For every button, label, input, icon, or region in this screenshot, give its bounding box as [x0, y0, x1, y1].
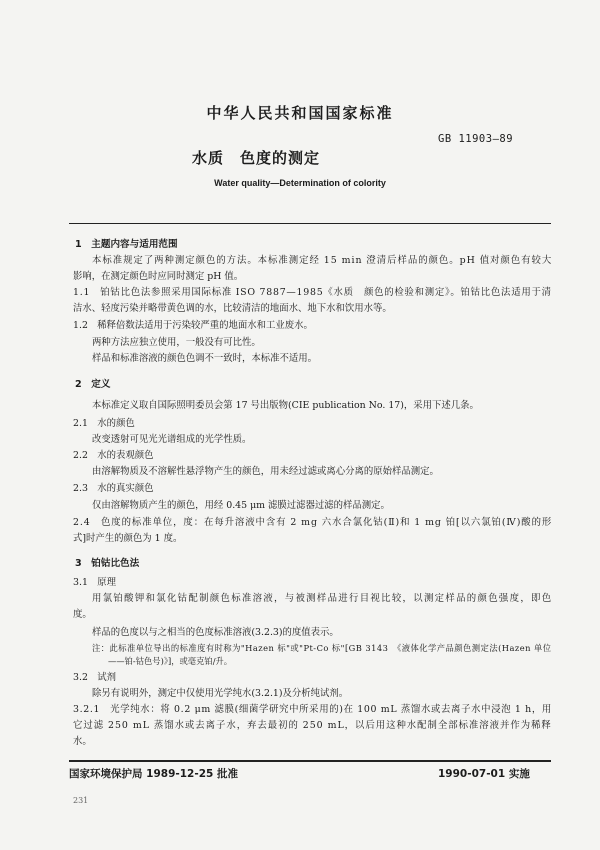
- text-line-s3-1-a: 用氯铂酸钾和氯化钴配制颜色标准溶液，与被测样品进行目视比较，以测定样品的颜色强度，即色: [92, 593, 553, 604]
- text-line-s2-2-d: 由溶解物质及不溶解性悬浮物产生的颜色，用未经过滤或离心分离的原始样品测定。: [92, 466, 439, 477]
- text-line-s2-heading: 2 定义: [75, 379, 111, 390]
- text-line-s1-2-c: 样品和标准溶液的颜色色调不一致时，本标准不适用。: [92, 353, 318, 364]
- text-line-s3-1-t: 3.1 原理: [73, 577, 117, 588]
- text-line-s3-heading: 3 铂钴比色法: [75, 558, 140, 569]
- text-line-s1-p1-b: 影响，在测定颜色时应同时测定 pH 值。: [73, 271, 244, 282]
- approval-line: 国家环境保护局 1989-12-25 批准: [69, 768, 238, 780]
- text-line-s1-2-a: 1.2 稀释倍数法适用于污染较严重的地面水和工业废水。: [73, 320, 313, 331]
- text-line-s3-1-c: 样品的色度以与之相当的色度标准溶液(3.2.3)的度值表示。: [92, 627, 339, 638]
- text-line-s2-4-a: 2.4 色度的标准单位，度：在每升溶液中含有 2 mg 六水合氯化钴(Ⅱ)和 1 mg 铂[以六氯铂(Ⅳ)酸的形: [73, 517, 553, 528]
- text-line-note-a: 注：此标准单位导出的标准度有时称为"Hazen 标"或"Pt-Co 标"[GB 3143 《液体化学产品颜色测定法(Hazen 单位: [92, 643, 552, 653]
- text-line-s2-1-t: 2.1 水的颜色: [73, 418, 135, 429]
- document-title-en: Water quality—Determination of colority: [214, 178, 386, 188]
- text-line-s2-1-d: 改变透射可见光光谱组成的光学性质。: [92, 434, 252, 445]
- text-line-s1-p1-a: 本标准规定了两种测定颜色的方法。本标准测定经 15 min 澄清后样品的颜色。pH 值对颜色有较大: [92, 255, 553, 266]
- text-line-s3-1-b: 度。: [73, 609, 92, 620]
- text-line-s1-1-a: 1.1 铂钴比色法参照采用国际标准 ISO 7887—1985《水质 颜色的检验和测定》。铂钴比色法适用于清: [73, 287, 552, 298]
- bottom-divider: [69, 760, 551, 762]
- text-line-s2-2-t: 2.2 水的表观颜色: [73, 450, 154, 461]
- top-divider: [69, 223, 551, 224]
- text-line-s2-4-b: 式]时产生的颜色为 1 度。: [73, 533, 183, 544]
- text-line-s2-3-t: 2.3 水的真实颜色: [73, 483, 154, 494]
- text-line-s3-2-p: 除另有说明外，测定中仅使用光学纯水(3.2.1)及分析纯试剂。: [92, 688, 349, 699]
- national-standard-header: 中华人民共和国国家标准: [206, 104, 394, 122]
- text-line-s3-2-1-a: 3.2.1 光学纯水：将 0.2 μm 滤膜(细菌学研究中所采用的)在 100 mL 蒸馏水或去离子水中浸泡 1 h，用: [73, 704, 552, 715]
- text-line-s3-2-t: 3.2 试剂: [73, 672, 117, 683]
- document-title-cn: 水质 色度的测定: [192, 149, 321, 167]
- standard-number: GB 11903—89: [438, 133, 514, 145]
- implementation-date: 1990-07-01 实施: [438, 768, 530, 780]
- text-line-s2-p1: 本标准定义取自国际照明委员会第 17 号出版物(CIE publication No. 17)，采用下述几条。: [92, 400, 479, 411]
- text-line-s1-2-b: 两种方法应独立使用，一般没有可比性。: [92, 337, 261, 348]
- text-line-s3-2-1-b: 它过滤 250 mL 蒸馏水或去离子水，弃去最初的 250 mL，以后用这种水配制全部标准溶液并作为稀释: [73, 720, 552, 731]
- text-line-s2-3-d: 仅由溶解物质产生的颜色，用经 0.45 μm 滤膜过滤器过滤的样品测定。: [92, 500, 390, 511]
- page-number: 231: [73, 796, 89, 805]
- text-line-s1-1-b: 洁水、轻度污染并略带黄色调的水，比较清洁的地面水、地下水和饮用水等。: [73, 303, 392, 314]
- text-line-s3-2-1-c: 水。: [73, 736, 92, 747]
- text-line-s1-heading: 1 主题内容与适用范围: [75, 239, 178, 250]
- text-line-note-b: ——铂-钴色号)》]，或毫克铂/升。: [108, 656, 233, 666]
